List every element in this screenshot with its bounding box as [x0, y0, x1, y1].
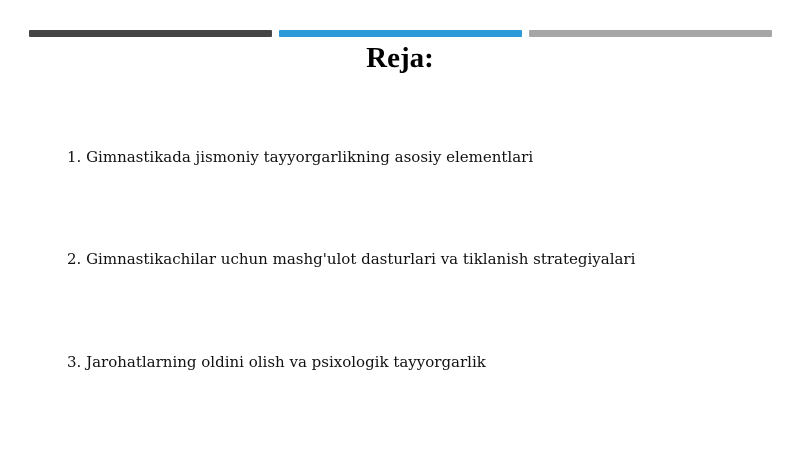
plan-item-1: 1. Gimnastikada jismoniy tayyorgarlikning asosiy elementlari	[67, 148, 534, 166]
header-bar-gray	[529, 30, 772, 37]
header-bar-dark	[29, 30, 272, 37]
plan-item-2: 2. Gimnastikachilar uchun mashg'ulot dasturlari va tiklanish strategiyalari	[67, 250, 636, 268]
slide-title: Reja:	[366, 42, 434, 74]
plan-item-3: 3. Jarohatlarning oldini olish va psixologik tayyorgarlik	[67, 353, 486, 371]
header-bar-blue	[279, 30, 522, 37]
